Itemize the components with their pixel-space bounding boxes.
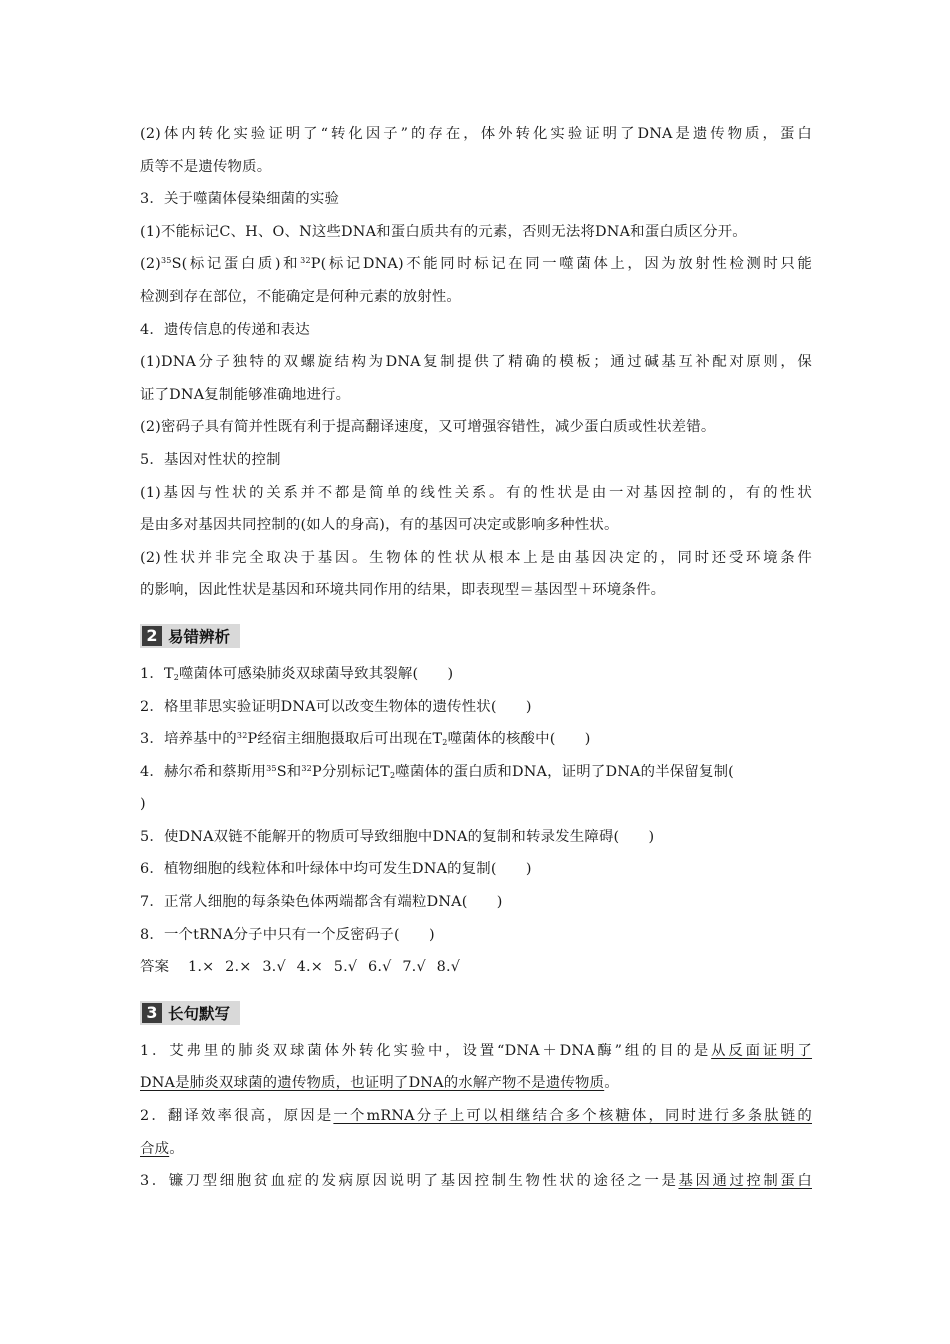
answer-item: 2.× bbox=[225, 959, 252, 976]
text: 3．镰刀型细胞贫血症的发病原因说明了基因控制生物性状的途径之一是 bbox=[140, 1173, 679, 1190]
underlined-answer: 从反面证明了 bbox=[711, 1042, 813, 1059]
section-header-long-sentence bbox=[140, 1001, 240, 1025]
text: (2) bbox=[140, 256, 161, 273]
text: P分别标记T bbox=[311, 763, 390, 780]
sentence-line bbox=[140, 1035, 812, 1068]
text: 1．艾弗里的肺炎双球菌体外转化实验中，设置“DNA＋DNA酶”组的目的是 bbox=[140, 1042, 712, 1059]
text: 1．T bbox=[140, 665, 174, 682]
paragraph-line: (2)体内转化实验证明了“转化因子”的存在，体外转化实验证明了DNA是遗传物质，蛋白 bbox=[140, 126, 812, 142]
answer-item: 5.√ bbox=[333, 959, 358, 976]
text: 噬菌体的核酸中( ) bbox=[447, 731, 591, 748]
question-line: 7．正常人细胞的每条染色体两端都含有端粒DNA( ) bbox=[140, 894, 503, 911]
sentence-line bbox=[140, 1067, 812, 1100]
paragraph-line: 质等不是遗传物质。 bbox=[140, 158, 272, 175]
paragraph-line: 检测到存在部位，不能确定是何种元素的放射性。 bbox=[140, 288, 461, 305]
sentence-line bbox=[140, 1133, 812, 1166]
paragraph-line: 的影响，因此性状是基因和环境共同作用的结果，即表现型＝基因型＋环境条件。 bbox=[140, 582, 666, 599]
text: 2．翻译效率很高，原因是 bbox=[140, 1108, 334, 1125]
text: 。 bbox=[169, 1140, 184, 1157]
underlined-answer: 一个mRNA分子上可以相继结合多个核糖体，同时进行多条肽链的 bbox=[333, 1108, 812, 1125]
question-line bbox=[140, 756, 812, 789]
section-title: 长句默写 bbox=[168, 1004, 231, 1023]
answer-item: 8.√ bbox=[436, 959, 461, 976]
question-line: ) bbox=[140, 796, 146, 813]
paragraph-line: (1)DNA分子独特的双螺旋结构为DNA复制提供了精确的模板；通过碱基互补配对原则，保 bbox=[140, 354, 812, 371]
question-line bbox=[140, 658, 812, 691]
section-number: 2 bbox=[142, 626, 162, 646]
underlined-answer: 合成 bbox=[140, 1140, 170, 1157]
superscript: 35 bbox=[266, 763, 277, 773]
underlined-answer: DNA是肺炎双球菌的遗传物质，也证明了DNA的水解产物不是遗传物质 bbox=[140, 1075, 605, 1092]
sentence-line bbox=[140, 1165, 812, 1198]
subscript: 2 bbox=[173, 672, 180, 682]
text: 噬菌体可感染肺炎双球菌导致其裂解( ) bbox=[179, 665, 454, 682]
text: 。 bbox=[604, 1075, 619, 1092]
superscript: 35 bbox=[161, 256, 172, 266]
text: P经宿主细胞摄取后可出现在T bbox=[247, 731, 443, 748]
question-line: 2．格里菲思实验证明DNA可以改变生物体的遗传性状( ) bbox=[140, 698, 532, 715]
paragraph-line: (1)基因与性状的关系并不都是简单的线性关系。有的性状是由一对基因控制的，有的性状 bbox=[140, 484, 812, 501]
paragraph-line bbox=[140, 248, 812, 281]
subheading: 3．关于噬菌体侵染细菌的实验 bbox=[140, 191, 340, 208]
question-line: 8．一个tRNA分子中只有一个反密码子( ) bbox=[140, 926, 435, 943]
section-title: 易错辨析 bbox=[168, 627, 231, 646]
answer-line bbox=[140, 951, 812, 984]
text: 噬菌体的蛋白质和DNA，证明了DNA的半保留复制( bbox=[395, 763, 734, 780]
question-line: 6．植物细胞的线粒体和叶绿体中均可发生DNA的复制( ) bbox=[140, 861, 532, 878]
question-line: 5．使DNA双链不能解开的物质可导致细胞中DNA的复制和转录发生障碍( ) bbox=[140, 828, 655, 845]
answer-item: 4.× bbox=[296, 959, 323, 976]
superscript: 32 bbox=[236, 731, 248, 741]
answer-item: 1.× bbox=[187, 959, 215, 976]
subscript: 2 bbox=[442, 738, 448, 748]
superscript: 32 bbox=[301, 763, 312, 773]
paragraph-line: 证了DNA复制能够准确地进行。 bbox=[140, 386, 351, 403]
answer-label: 答案 bbox=[140, 959, 170, 976]
superscript: 32 bbox=[300, 256, 311, 266]
answer-item: 3.√ bbox=[262, 959, 286, 976]
text: P(标记DNA)不能同时标记在同一噬菌体上，因为放射性检测时只能 bbox=[310, 256, 813, 273]
subheading: 4．遗传信息的传递和表达 bbox=[140, 321, 310, 338]
section-header-error-analysis bbox=[140, 624, 240, 648]
answer-item: 7.√ bbox=[402, 959, 426, 976]
text: S(标记蛋白质)和 bbox=[171, 256, 301, 273]
answer-item: 6.√ bbox=[368, 959, 392, 976]
text: 4．赫尔希和蔡斯用 bbox=[140, 763, 267, 780]
document-page bbox=[140, 118, 812, 1198]
text: S和 bbox=[276, 763, 302, 780]
subheading: 5．基因对性状的控制 bbox=[140, 451, 281, 468]
section-number: 3 bbox=[142, 1003, 162, 1023]
paragraph-line: (2)密码子具有简并性既有利于提高翻译速度，又可增强容错性，减少蛋白质或性状差错。 bbox=[140, 419, 716, 436]
paragraph-line: 是由多对基因共同控制的(如人的身高)，有的基因可决定或影响多种性状。 bbox=[140, 517, 619, 534]
paragraph-line: (2)性状并非完全取决于基因。生物体的性状从根本上是由基因决定的，同时还受环境条件 bbox=[140, 549, 812, 566]
underlined-answer: 基因通过控制蛋白 bbox=[678, 1173, 812, 1190]
question-line bbox=[140, 723, 812, 756]
paragraph-line: (1)不能标记C、H、O、N这些DNA和蛋白质共有的元素，否则无法将DNA和蛋白质区分开。 bbox=[140, 223, 747, 240]
sentence-line bbox=[140, 1100, 812, 1133]
subscript: 2 bbox=[389, 770, 396, 780]
text: 3．培养基中的 bbox=[140, 731, 237, 748]
